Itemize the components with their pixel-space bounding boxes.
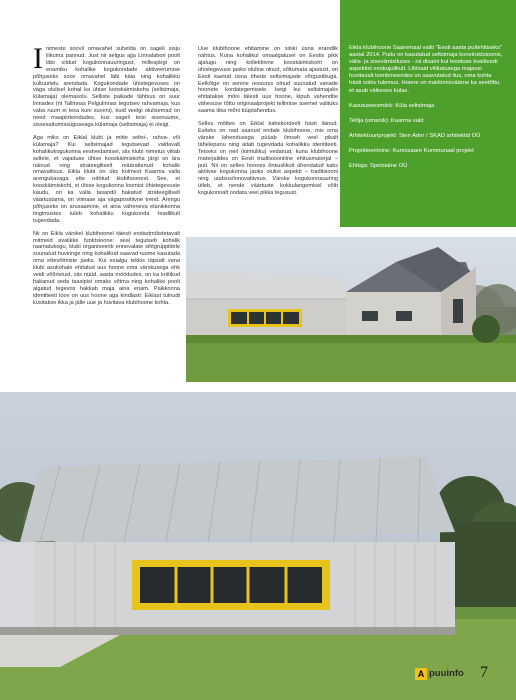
- paragraph: Inimeste soovil omavahel suhelda on sageli sisju liikuma pannud. Just nii selgus ajja Linnalabori poolt läbi viidud kogukonnauuringust, milleajärgi on enamiku kohalike kogukondade aktiveerumise põhjuseks soov omavahel läbi käia ning kohalikku kultuurielu arendada. Kogukondade ühistegevuses on väga olulisel kohal ka ühise kooskäimiskoha (seltsimaja, külamaja) olemasolu. Sellistе paikade tähtsus on suur linnades (nt Tallinnas Pelgulinnas tegutsev rahvamaja, kus vaba ruum ei lesa kuni suveni), kuid veelgi olulisemad on need maapiirkondades, kus sageli teisi sisenuume, sissesaitumissüguseaga külamaja (seltsimaja) ei oleigi.: [33, 42, 180, 128]
- credit-line: Projekteerimine: Kuressaare Kommunaal projekt: [349, 147, 474, 154]
- credit-line: Ehitaja: Spetsialne OÜ: [349, 163, 408, 170]
- logo-text: puuinfo: [429, 668, 464, 679]
- logo-icon: A: [415, 668, 427, 680]
- paragraph: Aga miks on Eiklal klubi ja mitte seltsi-, rahva- või külamaja? Kui seltsimajad tegutsevad valdavalt kohalikukogukonna eestvedamisel, siis klubi nimetus viitab sellele, et vajaduse ühise kooskäimiskoha järgi on ära näinud ning strateegiliselt määratlenud kohalik omavalitsus. Eikla klubi on üks kolmest Kaarma valla arengukavaga ette nähtud klubihoonest. See, et kooskäimiskoht, st ühise kogukonna loomist ühistegevuste kaudu, on ka valla tasandil hakatud strateegiliselt väärtustama, on viimase aja vägapositiivne trend. Arengu põhjuseks on arusaamine, et aina väheneva elanikkonna tingimustes tulеb kohalikku kogukonda teadlikult tugevdada.: [33, 134, 180, 224]
- sidebar-intro: Eikla klubihoone Saaremaal valiti "Eesti aasta puitehitiseks" aastal 2014. Puitu on kasutatud seltsimaja konstruktsioonis, välis- ja siseviimistluses - nii disaini kui teostuse kvaliteedi aspektist eeskujulikult. Lihtsaid viilkatusega majaosi huvitavalt kombineerides on saavutatud ilus, oma kohta hästi sobiv tulemus. Hoone on märkimisväärne ka seetõttu, et asub väikeses külas.: [349, 45, 503, 94]
- paragraph: Selles mõttes on Eiklal kahekordselt hästi läinud. Esiteks on nad saanud endale klubihoone, mis oma värske lahendusega püüab ilmselt veel pikalt tähelepanu ning aitab tugevdada kohalikku identiteeti. Teiseks on neil (ioimuliku) vedanud, kuna klubihoone materjalides on Eesti traditsiooniline ehitusmaterjal – puit. Nii on selles hoones õnkuslikult ühendatud kaks aktiivse kogukonna jaoks olulist aspekti – traditsiooni ning uudsus/innovatiivsus. Värske kogukonnauuring ütleb, et nende väärtuste kokkulangemisel võib kogukonnalt oodata veel pikka tegusust.: [198, 121, 338, 197]
- credits-list: [349, 103, 504, 170]
- info-sidebar: [340, 0, 516, 227]
- building-photo-top: [186, 237, 516, 382]
- paragraph: Uue klubihoone ehitamine on siiski üsna erandlik nähtus. Kuna kohalikul omaalgatusel on Eestis pikk ajalugu ning kollektiivne kooskäimiskoht on ühistegevuse jaoks oluline olnud, sõltumata ajastust, on Eesti kaetud üsna tiheda seltsimajade võrgustikuga. Eelkõige on senine ressurss olnud suunatud vanade hoonete kordategemisele. Isegi kui seltsimajaks ehitatakse mõni täiesti uus hoone, kipub vahendite vähesuse tõttu originaalprojekt tellimise asemel valituks saama ikka mõni tüüplahendus.: [198, 46, 338, 115]
- building-illustration: [0, 392, 516, 700]
- publication-logo: [415, 667, 464, 680]
- paragraph: Nii on Eikla värskel klubihoonel täiesti endastmõistetavalt mitmeid avalikke funktsioone: seal tegutseb kohalik raamatukogu, klubi organiseerib ennevalate sihtgruppidele suunatud huviringe ning kohalikud saavad ruume kasutada oma ettevõtmiste jaoks. Kui esialgu tekkis täpsalt vana klubi asukohale ehitatud uus hoone oma värskusega ehk veidi võõristust, siis nüüd, aasta möödudes, on ka kriitikud hakanud seda taasipisi omaks võtma ning kohalike poolt algatud tegevris hakkab maja aina enam. Paikkonna identiteeti loov on uus hoone aga kindlasti: Eiklast tulnudt küsitakse ikka ja jälle uue ja huvitava klubihoone kohta.: [33, 230, 180, 306]
- drop-cap: I: [33, 42, 43, 75]
- article-column-middle: [198, 46, 338, 203]
- credit-line: Kasutuseesmärk: Küla seltsimaja: [349, 102, 435, 109]
- credit-line: Tellija (omanik): Kaarma vald: [349, 117, 424, 124]
- building-photo-bottom: [0, 392, 516, 700]
- page-number: 7: [480, 664, 488, 681]
- credit-line: Arhitektuuriprojekt: Sten Ader / SKAD arhitektid OÜ: [349, 132, 481, 139]
- building-illustration: [186, 237, 516, 382]
- article-column-left: [33, 42, 180, 313]
